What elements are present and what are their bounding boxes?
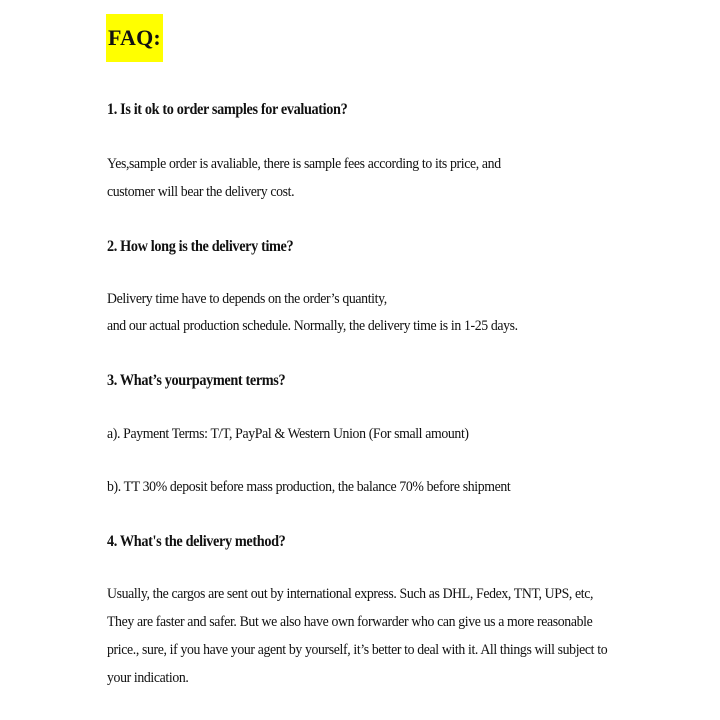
- faq-answer-3-line-1: a). Payment Terms: T/T, PayPal & Western Union (For small amount): [107, 426, 469, 442]
- faq-answer-2-line-1: Delivery time have to depends on the order’s quantity,: [107, 291, 387, 307]
- faq-question-4: 4. What's the delivery method?: [107, 533, 286, 550]
- faq-question-1: 1. Is it ok to order samples for evaluation?: [107, 101, 348, 118]
- faq-answer-4-line-2: They are faster and safer. But we also have own forwarder who can give us a more reasonable: [107, 614, 593, 630]
- faq-answer-4-line-1: Usually, the cargos are sent out by international express. Such as DHL, Fedex, TNT, UPS, etc,: [107, 586, 594, 602]
- faq-answer-1-line-1: Yes,sample order is avaliable, there is sample fees according to its price, and: [107, 156, 501, 172]
- faq-answer-4-line-4: your indication.: [107, 670, 189, 686]
- faq-title: FAQ:: [106, 14, 163, 62]
- faq-answer-4-line-3: price., sure, if you have your agent by yourself, it’s better to deal with it. All things will subject to: [107, 642, 608, 658]
- faq-answer-2-line-2: and our actual production schedule. Normally, the delivery time is in 1-25 days.: [107, 318, 518, 334]
- faq-answer-3-line-2: b). TT 30% deposit before mass production, the balance 70% before shipment: [107, 479, 511, 495]
- faq-question-2: 2. How long is the delivery time?: [107, 238, 294, 255]
- faq-answer-1-line-2: customer will bear the delivery cost.: [107, 184, 295, 200]
- faq-question-3: 3. What’s yourpayment terms?: [107, 372, 286, 389]
